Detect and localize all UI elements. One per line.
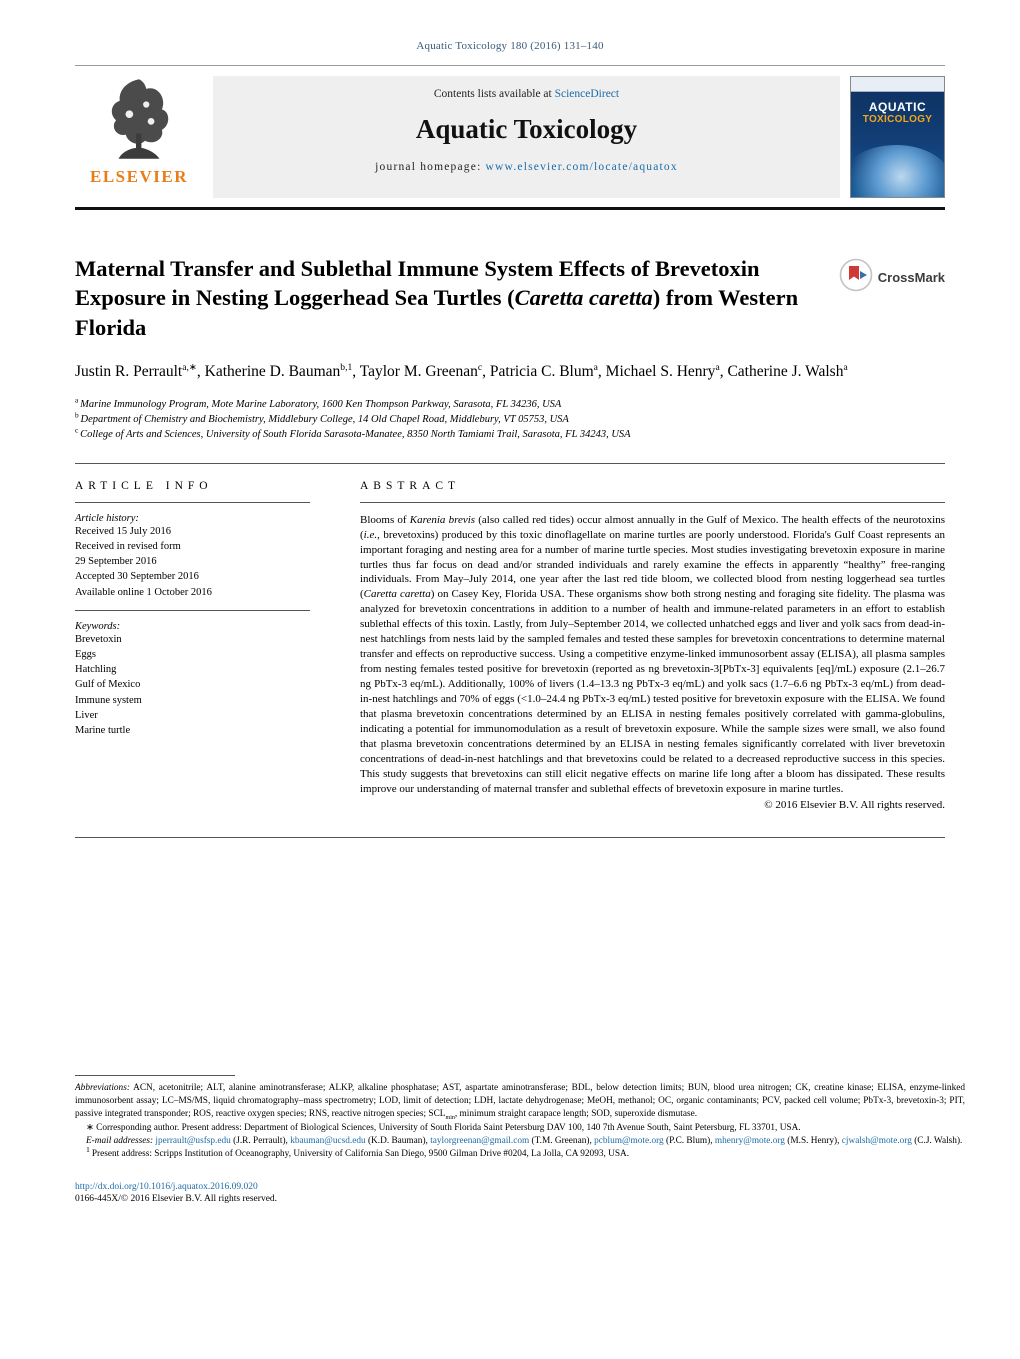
affiliations xyxy=(75,397,945,443)
keywords-label: Keywords: xyxy=(75,620,121,632)
affiliation-b: $^b$ Department of Chemistry and Biochemistry, Middlebury College, 14 Old Chapel Road, Middlebury, VT 05753, USA xyxy=(75,410,569,426)
cover-title-aquatic: AQUATIC xyxy=(868,100,927,114)
elsevier-tree-icon xyxy=(102,78,176,165)
copyright-line: © 2016 Elsevier B.V. All rights reserved. xyxy=(764,798,945,811)
contents-line[interactable]: Contents lists available at ScienceDirect xyxy=(433,88,620,100)
journal-homepage-line[interactable] xyxy=(213,161,840,173)
crossmark-badge[interactable] xyxy=(839,260,945,294)
affiliation-c: $^c$ College of Arts and Sciences, University of South Florida Sarasota-Manatee, 8350 North Tamiami Trail, Sarasota, FL 34243, USA xyxy=(75,425,631,441)
article-title: Maternal Transfer and Sublethal Immune System Effects of Brevetoxin Exposure in Nesting Loggerhead Sea Turtles (Caretta caretta) from Western Florida xyxy=(75,256,799,340)
top-divider xyxy=(75,65,945,66)
history-line: Received in revised form xyxy=(75,540,181,552)
author-list: Justin R. Perrault$^{a,∗}$, Katherine D. Bauman$^{b,1}$, Taylor M. Greenan$^c$, Patricia C. Blum$^a$, Michael S. Henry$^a$, Catherine J. Walsh$^a$ xyxy=(75,361,848,380)
elsevier-wordmark: ELSEVIER xyxy=(90,167,188,186)
crossmark-icon xyxy=(839,258,873,297)
doi-link[interactable]: http://dx.doi.org/10.1016/j.aquatox.2016.09.020 xyxy=(75,1182,258,1193)
journal-banner xyxy=(213,76,840,198)
footnotes xyxy=(75,1075,965,1204)
article-info-heading: ARTICLE INFO xyxy=(75,464,310,503)
journal-cover-thumbnail[interactable] xyxy=(850,76,945,198)
abstract-column xyxy=(360,464,945,811)
keyword: Eggs xyxy=(75,648,96,660)
crossmark-label: CrossMark xyxy=(877,269,945,285)
abbreviations: Abbreviations: ACN, acetonitrile; ALT, alanine aminotransferase; ALKP, alkaline phosphatase; AST, aspartate aminotransferase; BDL, below detection limits; BUN, blood urea nitrogen; CK, creatine kinase; ELISA, enzyme-linked immunosorbent assay; LC–MS/MS, liquid chromatography–mass spectrometry; LOD, limit of detection; LDH, lactate dehydrogenase; MeOH, methanol; OC, organic contaminants; PCV, packed cell volume; PbTx-3, brevetoxin-3; PIT, passive integrated transponder; ROS, reactive oxygen species; RNS, reactive nitrogen species; $SCL_{min}$, minimum straight carapace length; SOD, superoxide dismutase. xyxy=(75,1083,965,1121)
keyword: Marine turtle xyxy=(75,725,131,737)
journal-header xyxy=(75,76,945,198)
info-abstract-section xyxy=(75,464,945,838)
abstract-heading: ABSTRACT xyxy=(360,464,945,503)
cover-title-toxicology: TOXICOLOGY xyxy=(862,114,933,125)
history-keywords-divider xyxy=(75,610,310,611)
article-history-label: Article history: xyxy=(75,512,139,524)
abstract-text: Blooms of Karenia brevis (also called red tides) occur almost annually in the Gulf of Mexico. The health effects of the neurotoxins (i.e., brevetoxins) produced by this toxic dinoflagellate on marine turtles are poorly understood. Florida's Gulf Coast represents an important foraging and nesting area for a number of marine turtle species. Most studies investigating brevetoxin exposure in marine turtles thus far focus on dead and/or stranded individuals and rarely examine the effects in apparently “healthy” free-ranging individuals. From May–July 2014, one year after the last red tide bloom, we collected blood from nesting loggerhead sea turtles (Caretta caretta) on Casey Key, Florida USA. These organisms show both strong nesting and foraging site fidelity. The plasma was analyzed for brevetoxin concentrations in addition to a number of health and immune-related parameters in an effort to establish sublethal effects of this toxin. Lastly, from July–September 2014, we collected unhatched eggs and liver and yolk sacs from dead-in-nest hatchlings from nests laid by the sampled females and tested these samples for brevetoxin concentrations to determine maternal transfer and effects on reproductive success. Using a competitive enzyme-linked immunosorbent assay (ELISA), all plasma samples from nesting females tested positive for brevetoxin (reported as ng brevetoxin-3[PbTx-3] equivalents [eq]/mL) exposure (2.1–26.7 ng PbTx-3 eq/mL). Additionally, 100% of livers (1.4–13.3 ng PbTx-3 eq/mL) and yolk sacs (1.7–6.6 ng PbTx-3 eq/mL) from dead-in-nest hatchlings and 70% of eggs (<1.0–24.4 ng PbTx-3 eq/mL) tested positive for brevetoxin exposure with the ELISA. We found that plasma brevetoxin concentrations determined by an ELISA in nesting females positively correlated with gamma-globulins, indicating a potential for immunomodulation as a result of brevetoxin exposure. While the sample sizes were small, we also found that plasma brevetoxin concentrations determined by an ELISA in nesting females significantly correlated with liver brevetoxin concentrations of dead-in-nest hatchlings and that brevetoxins could be related to a decreased reproductive success in this species. This study suggests that brevetoxins can still elicit negative effects on marine life long after a bloom has dissipated. These results improve our understanding of maternal transfer and sublethal effects of brevetoxin exposure in marine turtles. xyxy=(360,513,945,795)
article-info-column xyxy=(75,464,310,811)
keyword: Immune system xyxy=(75,694,142,706)
history-line: Received 15 July 2016 xyxy=(75,525,171,537)
keyword: Liver xyxy=(75,709,98,721)
journal-citation: Aquatic Toxicology 180 (2016) 131–140 xyxy=(416,40,604,52)
issn-copyright: 0166-445X/© 2016 Elsevier B.V. All rights reserved. xyxy=(75,1194,278,1205)
footnote-divider xyxy=(75,1075,235,1076)
keyword: Brevetoxin xyxy=(75,633,122,645)
present-address-note: $^1$ Present address: Scripps Institution of Oceanography, University of California San Diego, 9500 Gilman Drive #0204, La Jolla, CA 92093, USA. xyxy=(86,1144,630,1159)
corresponding-author-note: ∗ Corresponding author. Present address: Department of Biological Sciences, University of South Florida Saint Petersburg DAV 100, 140 7th Avenue South, Saint Petersburg, FL 33701, USA. xyxy=(86,1122,801,1133)
journal-title: Aquatic Toxicology xyxy=(415,114,638,144)
header-divider xyxy=(75,207,945,210)
affiliation-a: $^a$ Marine Immunology Program, Mote Marine Laboratory, 1600 Ken Thompson Parkway, Sarasota, FL 34236, USA xyxy=(75,395,562,410)
email-addresses[interactable]: E-mail addresses: jperrault@usfsp.edu (J.R. Perrault), kbauman@ucsd.edu (K.D. Bauman), taylorgreenan@gmail.com (T.M. Greenan), pcblum@mote.org (P.C. Blum), mhenry@mote.org (M.S. Henry), cjwalsh@mote.org (C.J. Walsh). xyxy=(86,1135,963,1146)
keyword: Gulf of Mexico xyxy=(75,679,141,691)
history-line: Accepted 30 September 2016 xyxy=(75,571,199,583)
elsevier-logo[interactable] xyxy=(75,76,203,198)
homepage-prefix: journal homepage: xyxy=(375,161,486,173)
history-line: Available online 1 October 2016 xyxy=(75,586,212,598)
cover-artwork xyxy=(850,145,945,198)
homepage-url[interactable]: www.elsevier.com/locate/aquatox xyxy=(485,161,678,173)
cover-top-strip xyxy=(851,77,944,92)
history-line: 29 September 2016 xyxy=(75,556,157,568)
keyword: Hatchling xyxy=(75,664,117,676)
